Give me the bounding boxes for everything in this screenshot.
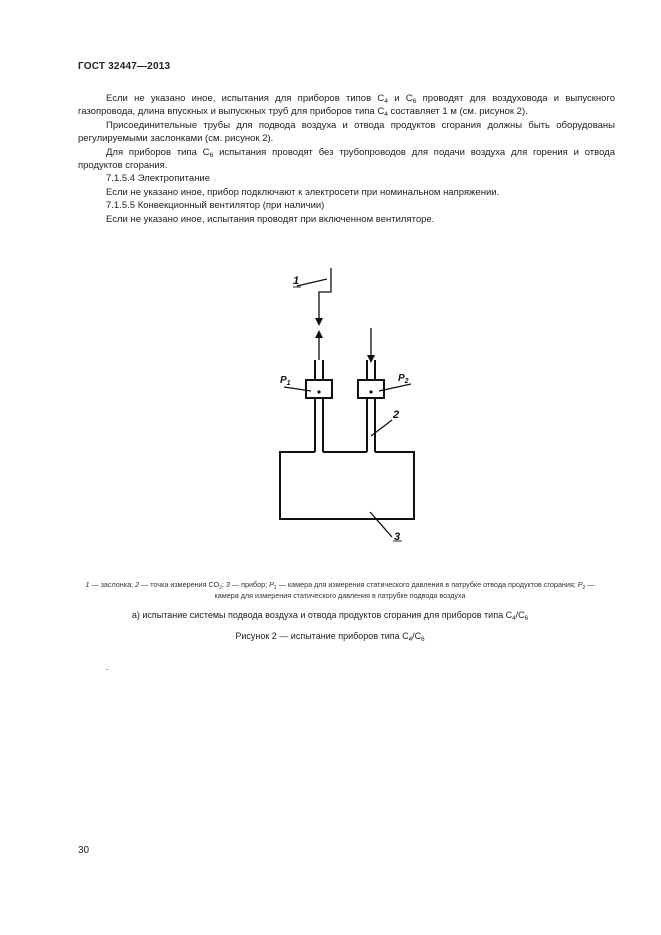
figure-legend: 1 — заслонка; 2 — точка измерения $СО_2$; 3 — прибор; $P_1$ — камера для измерения статического давления в патрубке отвода продуктов сгорания; $P_2$ — камера для измерения статического давления в патрубке подвода воздуха [85,580,595,600]
document-header: ГОСТ 32447—2013 [78,61,171,72]
leader-2 [371,420,392,436]
appliance-outline [280,452,414,519]
paragraph-test-conditions: Если не указано иное, испытания для приборов типов $С_4$ и $С_6$ проводят для воздуховода и выпускного газопровода, длина впускных и выпускных труб для приборов типа $С_4$ составляет 1 м (см. рисунок 2). [78,93,615,119]
section-heading-7155: 7.1.5.5 Конвекционный вентилятор (при наличии) [106,200,325,212]
figure-caption: Рисунок 2 — испытание приборов типа $С_4/С_6$ [235,631,425,643]
pressure-chamber-p2 [358,380,384,398]
leader-1 [297,279,327,286]
leader-p2 [379,384,411,391]
damper-symbol [319,268,331,318]
section-heading-7154: 7.1.5.4 Электропитание [106,173,211,185]
label-p2: $P_2$ [398,373,409,385]
paragraph-type-c6: Для приборов типа $С_6$ испытания проводят без трубопроводов для подачи воздуха для горения и отвода продуктов сгорания. [78,146,616,172]
label-1: 1 [293,275,300,287]
stray-dot: . [106,662,109,672]
body-text [78,92,615,226]
leader-p1 [284,387,311,391]
paragraph-pipes: Присоединительные трубы для подвода воздуха и отвода продуктов сгорания должны быть оборудованы регулируемыми заслонками (см. рисунок 2). [78,119,615,145]
page-number: 30 [78,845,90,856]
label-3: 3 [394,531,401,543]
label-p1: $P_1$ [280,375,291,387]
pressure-chamber-p1 [306,380,332,398]
leader-3 [370,512,392,537]
figure-subcaption: а) испытание системы подвода воздуха и отвода продуктов сгорания для приборов типа $С_4/С_6$ [131,610,529,622]
label-2: 2 [393,409,400,421]
paragraph-fan: Если не указано иное, испытания проводят при включенном вентиляторе. [106,213,435,225]
paragraph-power: Если не указано иное, прибор подключают к электросети при номинальном напряжении. [106,186,500,198]
